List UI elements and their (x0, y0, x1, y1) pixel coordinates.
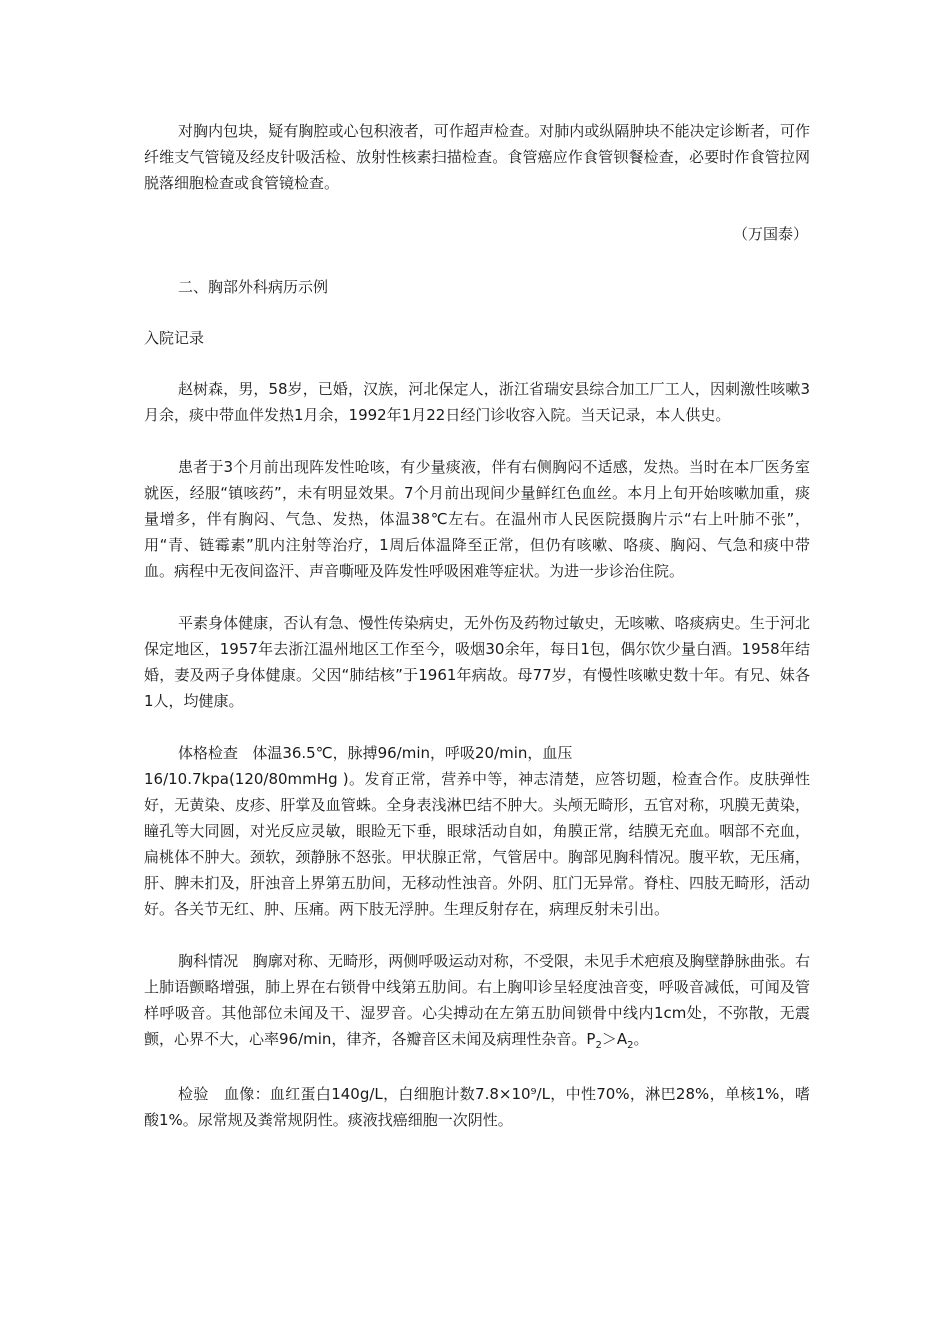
physical-exam-paragraph (144, 740, 810, 922)
exam-line1: 体温36.5℃，脉搏96/min，呼吸20/min，血压 (252, 744, 573, 762)
chest-text: 胸廓对称、无畸形，两侧呼吸运动对称，不受限，未见手术疤痕及胸壁静脉曲张。右上肺语颤略增强，肺上界在右锁骨中线第五肋间。右上胸叩诊呈轻度浊音变，呼吸音减低，可闻及管样呼吸音。其他部位未闻及干、湿罗音。心尖搏动在左第五肋间锁骨中线内1cm处，不弥散，无震颤，心界不大，心率96/min，律齐，各瓣音区未闻及病理性杂音。P (144, 952, 810, 1048)
lab-paragraph (144, 1081, 810, 1133)
patient-info-paragraph: 赵树森，男，58岁，已婚，汉族，河北保定人，浙江省瑞安县综合加工厂工人，因刺激性咳嗽3月余，痰中带血伴发热1月余，1992年1月22日经门诊收容入院。当天记录，本人供史。 (144, 380, 810, 424)
intro-paragraph: 对胸内包块，疑有胸腔或心包积液者，可作超声检查。对肺内或纵隔肿块不能决定诊断者，可作纤维支气管镜及经皮针吸活检、放射性核素扫描检查。食管癌应作食管钡餐检查，必要时作食管拉网脱落细胞检查或食管镜检查。 (144, 122, 810, 192)
exam-rest: 16/10.7kpa(120/80mmHg )。发育正常，营养中等，神志清楚，应答切题，检查合作。皮肤弹性好，无黄染、皮疹、肝掌及血管蛛。全身表浅淋巴结不肿大。头颅无畸形，五官对称，巩膜无黄染，瞳孔等大同圆，对光反应灵敏，眼睑无下垂，眼球活动自如，角膜正常，结膜无充血。咽部不充血，扁桃体不肿大。颈软，颈静脉不怒张。甲状腺正常，气管居中。胸部见胸科情况。腹平软，无压痛，肝、脾未扪及，肝浊音上界第五肋间，无移动性浊音。外阴、肛门无异常。脊柱、四肢无畸形，活动好。各关节无红、肿、压痛。两下肢无浮肿。生理反射存在，病理反射未引出。 (144, 770, 810, 918)
chest-paragraph (144, 948, 810, 1055)
chest-p-subscript: 2 (595, 1040, 602, 1051)
lab-label: 检验 (178, 1085, 209, 1103)
chest-end: 。 (633, 1030, 649, 1048)
chest-label: 胸科情况 (178, 952, 239, 970)
history-paragraph: 患者于3个月前出现阵发性呛咳，有少量痰液，伴有右侧胸闷不适感，发热。当时在本厂医务室就医，经服“镇咳药”，未有明显效果。7个月前出现间少量鲜红色血丝。本月上旬开始咳嗽加重，痰量增多，伴有胸闷、气急、发热，体温38℃左右。在温州市人民医院摄胸片示“右上叶肺不张”，用“青、链霉素”肌内注射等治疗，1周后体温降至正常，但仍有咳嗽、咯痰、胸闷、气急和痰中带血。病程中无夜间盗汗、声音嘶哑及阵发性呼吸困难等症状。为进一步诊治住院。 (144, 458, 810, 580)
author-attribution: （万国泰） (732, 225, 808, 243)
section-title: 二、胸部外科病历示例 (178, 278, 329, 296)
record-heading: 入院记录 (144, 329, 205, 347)
exam-label: 体格检查 (178, 744, 239, 762)
document-page (144, 118, 810, 1133)
chest-a-subscript: 2 (627, 1040, 634, 1051)
chest-gt: ＞A (601, 1030, 628, 1048)
lab-text: 血像：血红蛋白140g/L，白细胞计数7.8×10⁹/L，中性70%，淋巴28%，单核1%，嗜酸1%。尿常规及粪常规阴性。痰液找癌细胞一次阴性。 (144, 1085, 810, 1129)
past-history-paragraph: 平素身体健康，否认有急、慢性传染病史，无外伤及药物过敏史，无咳嗽、咯痰病史。生于河北保定地区，1957年去浙江温州地区工作至今，吸烟30余年，每日1包，偶尔饮少量白酒。1958年结婚，妻及两子身体健康。父因“肺结核”于1961年病故。母77岁，有慢性咳嗽史数十年。有兄、妹各1人，均健康。 (144, 614, 810, 710)
